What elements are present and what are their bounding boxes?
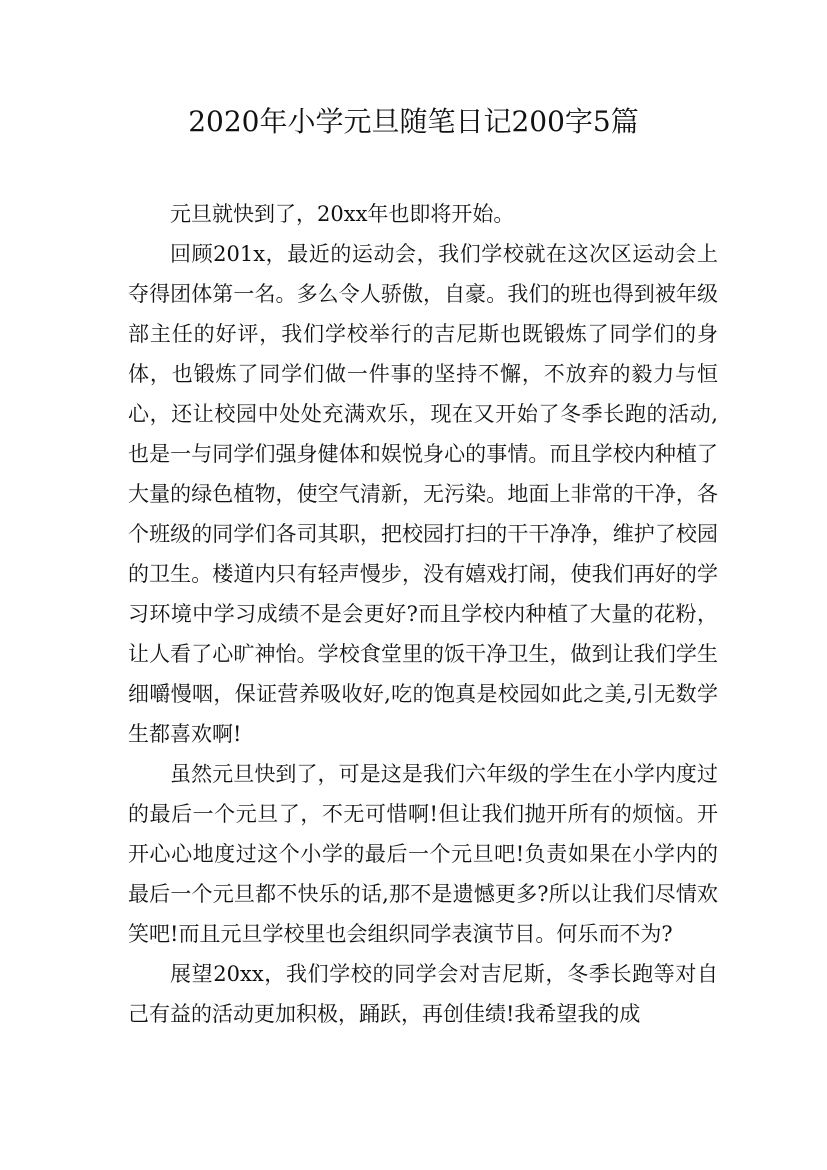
paragraph-3: 虽然元旦快到了，可是这是我们六年级的学生在小学内度过的最后一个元旦了，不无可惜啊!但让我们抛开所有的烦恼。开开心心地度过这个小学的最后一个元旦吧!负责如果在小学内的最后一个元旦都不快乐的话,那不是遗憾更多?所以让我们尽情欢笑吧!而且元旦学校里也会组织同学表演节目。何乐而不为? [128, 762, 718, 946]
paragraph-1: 元旦就快到了，20xx年也即将开始。 [170, 202, 515, 226]
page-title: 2020年小学元旦随笔日记200字5篇 [188, 105, 639, 138]
article-body [128, 194, 718, 1034]
paragraph-2: 回顾201x，最近的运动会，我们学校就在这次区运动会上夺得团体第一名。多么令人骄傲，自豪。我们的班也得到被年级部主任的好评，我们学校举行的吉尼斯也既锻炼了同学们的身体，也锻炼了同学们做一件事的坚持不懈，不放弃的毅力与恒心，还让校园中处处充满欢乐，现在又开始了冬季长跑的活动,也是一与同学们强身健体和娱悦身心的事情。而且学校内种植了大量的绿色植物，使空气清新，无污染。地面上非常的干净，各个班级的同学们各司其职，把校园打扫的干干净净，维护了校园的卫生。楼道内只有轻声慢步，没有嬉戏打闹，使我们再好的学习环境中学习成绩不是会更好?而且学校内种植了大量的花粉，让人看了心旷神怡。学校食堂里的饭干净卫生，做到让我们学生细嚼慢咽，保证营养吸收好,吃的饱真是校园如此之美,引无数学生都喜欢啊! [128, 242, 718, 746]
paragraph-4: 展望20xx，我们学校的同学会对吉尼斯，冬季长跑等对自己有益的活动更加积极，踊跃，再创佳绩!我希望我的成 [128, 962, 718, 1026]
